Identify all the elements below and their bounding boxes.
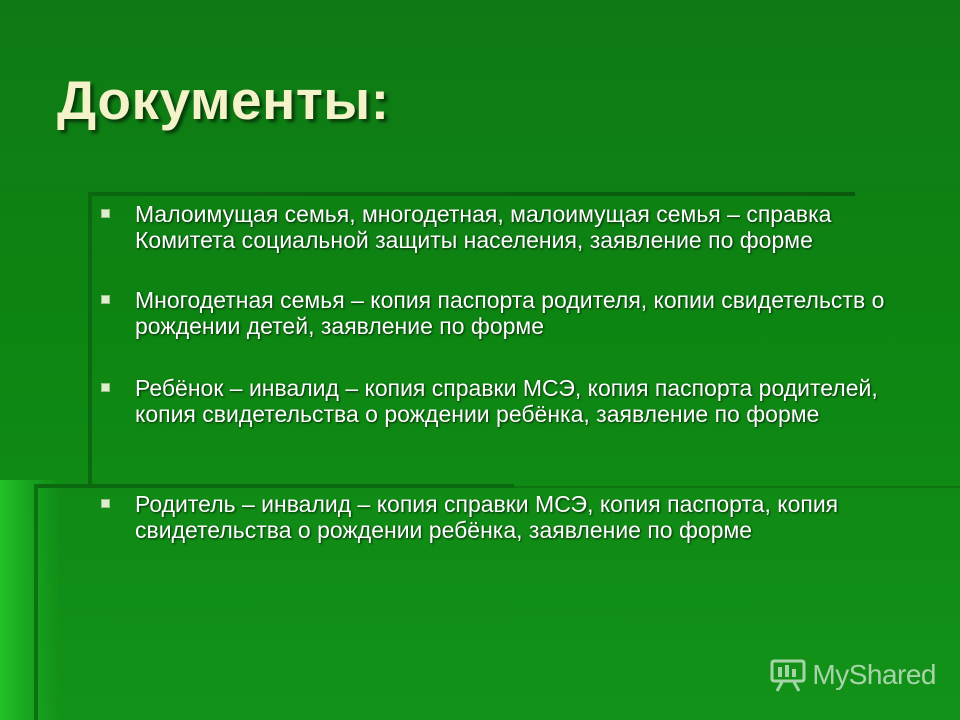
list-item-text: Родитель – инвалид – копия справки МСЭ, копия паспорта, копия свидетельства о рождении ребёнка, заявление по форме	[135, 491, 839, 543]
decor-line-right	[514, 486, 960, 488]
square-bullet-icon	[101, 209, 110, 218]
watermark-text: MyShared	[812, 659, 936, 690]
slide-title: Документы:	[57, 69, 390, 131]
decor-line-middle	[34, 484, 514, 488]
list-item-text: Многодетная семья – копия паспорта родителя, копии свидетельств о рождении детей, заявление по форме	[135, 287, 885, 339]
list-item-text: Малоимущая семья, многодетная, малоимущая семья – справка Комитета социальной защиты населения, заявление по форме	[135, 201, 832, 253]
watermark	[770, 658, 936, 692]
list-item	[101, 287, 901, 339]
list-item	[101, 201, 901, 253]
background-glow	[0, 480, 60, 720]
list-item	[101, 491, 901, 543]
square-bullet-icon	[101, 383, 110, 392]
square-bullet-icon	[101, 499, 110, 508]
decor-line-lower-left	[34, 484, 38, 720]
decor-line-top	[92, 192, 855, 196]
presentation-board-icon	[770, 658, 806, 692]
list-item	[101, 375, 901, 427]
square-bullet-icon	[101, 295, 110, 304]
list-item-text: Ребёнок – инвалид – копия справки МСЭ, копия паспорта родителей, копия свидетельства о рождении ребёнка, заявление по форме	[135, 375, 878, 427]
decor-line-left	[88, 192, 92, 485]
